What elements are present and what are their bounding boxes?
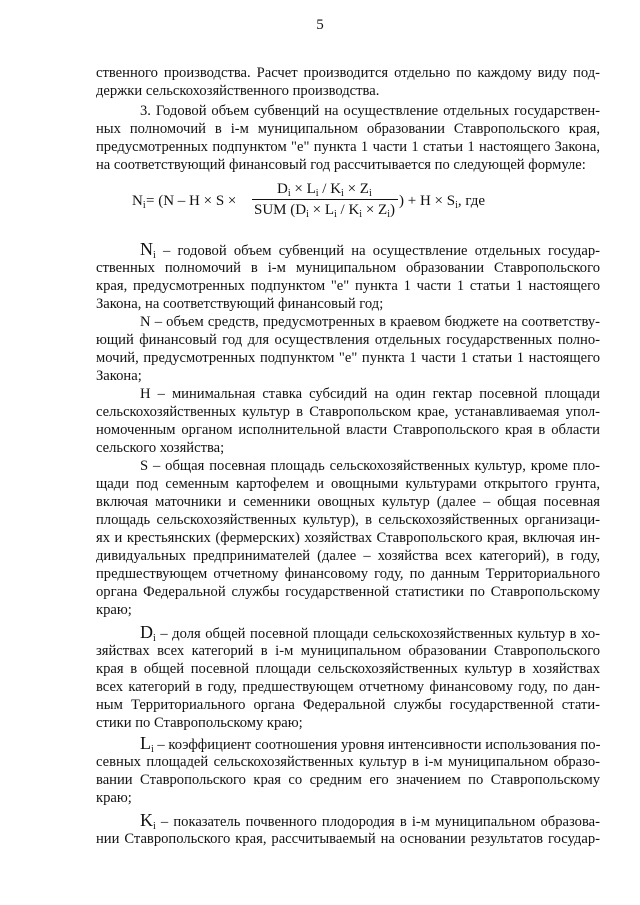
text-line: ях и крестьянских (фермерских) хозяйствах Ставропольского края, включая ин- <box>96 530 600 546</box>
text-line: предшествующем отчетному финансовому году, по данным Территориального <box>96 566 600 582</box>
text-line: всех категорий в году, предшествующем отчетному финансовому году, по дан- <box>96 679 600 695</box>
text-line: щади под семенным картофелем и овощными культурами открытого грунта, <box>96 476 600 492</box>
text-line: предусмотренных подпунктом "е" пункта 1 части 1 статьи 1 настоящего Закона, <box>96 139 600 155</box>
definition-h: Н – минимальная ставка субсидий на один гектар посевной площади <box>140 386 600 402</box>
text-line: севных площадей сельскохозяйственных культур в i-м муниципальном образо- <box>96 754 600 770</box>
text-line: включая маточники и семенники овощных культур (далее – общая посевная <box>96 494 600 510</box>
text-line: площадь сельскохозяйственных культур), в сельскохозяйственных организаци- <box>96 512 600 528</box>
text-line: стики по Ставропольскому краю; <box>96 715 303 731</box>
definition-ki: $K_i$ – показатель почвенного плодородия в i-м муниципальном образова- <box>140 810 600 832</box>
text-line: Закона, на соответствующий финансовый год; <box>96 296 384 312</box>
text-line: держки сельскохозяйственного производства. <box>96 83 380 99</box>
text-line: на соответствующий финансовый год рассчитывается по следующей формуле: <box>96 157 586 173</box>
formula-denominator: SUM $(D_i \times L_i / K_i \times Z_i)$ <box>254 202 395 220</box>
definition-n: N – объем средств, предусмотренных в краевом бюджете на соответству- <box>140 314 600 330</box>
text-line: сельского хозяйства; <box>96 440 225 456</box>
formula-left-part: = (N – H × S × <box>146 193 237 209</box>
text-line: сельскохозяйственных культур в Ставропольском крае, устанавливаемая упол- <box>96 404 600 420</box>
page-number: 5 <box>316 17 324 33</box>
text-line: краю; <box>96 602 132 618</box>
definition-s: S – общая посевная площадь сельскохозяйственных культур, кроме пло- <box>140 458 600 474</box>
text-line: ственного производства. Расчет производится отдельно по каждому виду под- <box>96 65 600 81</box>
text-line: вании Ставропольского края со средним его значением по Ставропольскому <box>96 772 600 788</box>
text-line: 3. Годовой объем субвенций на осуществление отдельных государствен- <box>140 103 600 119</box>
text-line: органа Федеральной службы государственной статистики по Ставропольскому <box>96 584 600 600</box>
formula-numerator: $D_i \times L_i / K_i \times Z_i$ <box>277 181 372 199</box>
text-line: мочий, предусмотренных подпунктом "е" пункта 1 части 1 статьи 1 настоящего <box>96 350 600 366</box>
text-line: Закона; <box>96 368 142 384</box>
text-line: края в общей посевной площади сельскохозяйственных культур в хозяйствах <box>96 661 600 677</box>
definition-ni: $N_i$ – годовой объем субвенций на осуществление отдельных государ- <box>140 239 600 261</box>
text-line: края, предусмотренных подпунктом "е" пункта 1 части 1 статьи 1 настоящего <box>96 278 600 294</box>
definition-di: $D_i$ – доля общей посевной площади сельскохозяйственных культур в хо- <box>140 622 600 644</box>
fraction-bar <box>252 199 398 200</box>
text-line: нии Ставропольского края, рассчитываемый на основании результатов государ- <box>96 831 600 847</box>
text-line: ных полномочий в i-м муниципальном образовании Ставропольского края, <box>96 121 600 137</box>
text-line: краю; <box>96 790 132 806</box>
formula-lhs: $N_i$ <box>132 193 146 211</box>
text-line: номоченным органом исполнительной власти Ставропольского края в области <box>96 422 600 438</box>
definition-li: $L_i$ – коэффициент соотношения уровня интенсивности использования по- <box>140 733 601 755</box>
text-line: ным Территориального органа Федеральной службы государственной стати- <box>96 697 600 713</box>
formula-tail: ) + $H \times S_i$, где <box>399 193 486 211</box>
text-line: дивидуальных предпринимателей (далее – хозяйства всех категорий), в году, <box>96 548 600 564</box>
text-line: зяйствах всех категорий в i-м муниципальном образовании Ставропольского <box>96 643 600 659</box>
text-line: ющий финансовый год для осуществления отдельных государственных полно- <box>96 332 600 348</box>
text-line: ственных полномочий в i-м муниципальном образовании Ставропольского <box>96 260 600 276</box>
